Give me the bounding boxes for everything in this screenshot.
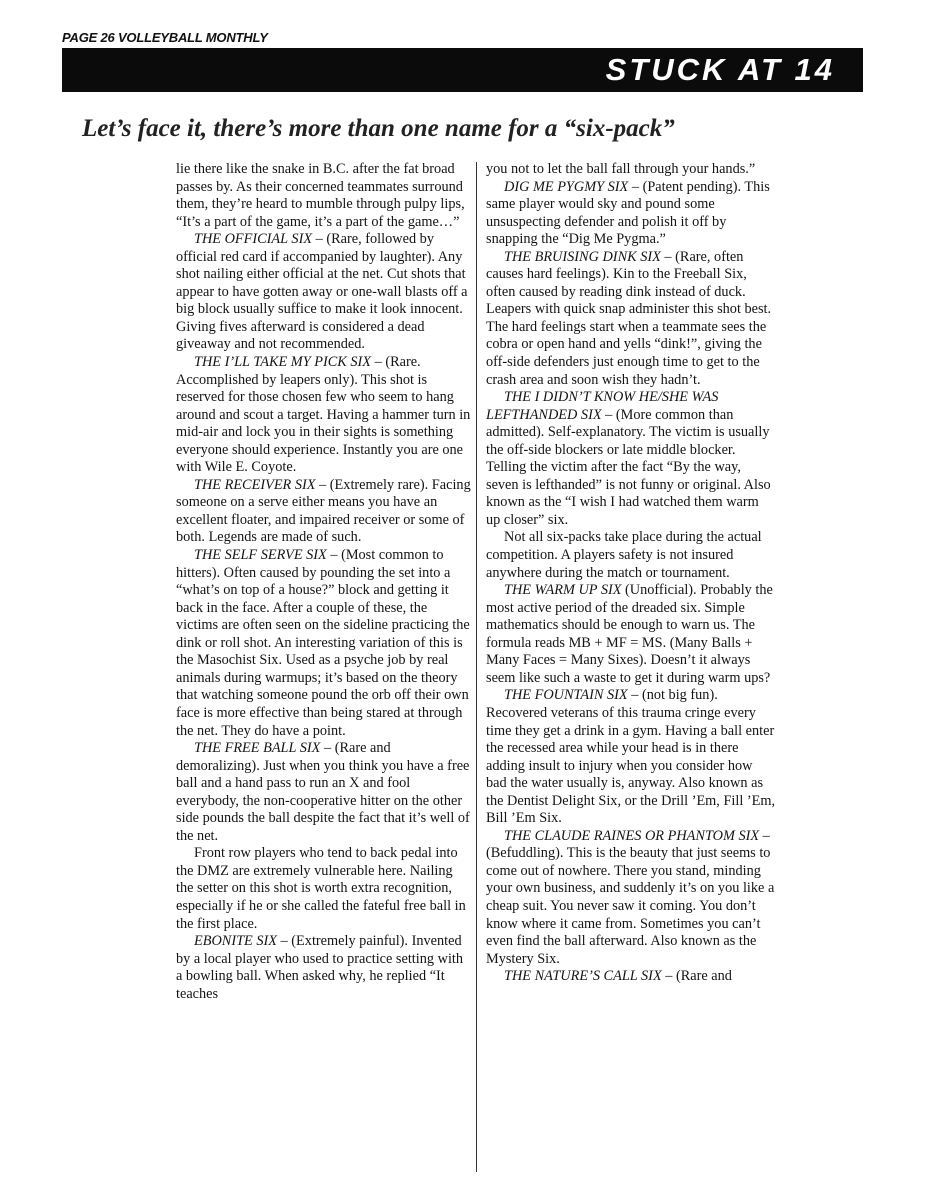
article-headline: Let’s face it, there’s more than one name for a “six-pack”	[82, 115, 675, 142]
entry-text: – (Extremely painful). Invented by a local player who used to practice setting with a bowling ball. When asked why, he replied “It teaches	[176, 933, 464, 1002]
paragraph	[176, 231, 471, 354]
entry-text: – (Rare, followed by official red card if accompanied by laughter). Any shot nailing either official at the net. Cut shots that appear to have gotten away or one-wall blasts off a big block usually suffice to make it look innocent. Giving fives afterward is considered a dead giveaway and not recommended.	[176, 231, 468, 353]
paragraph	[486, 529, 776, 582]
entry-term: THE CLAUDE RAINES OR PHANTOM SIX	[504, 827, 760, 844]
right-column	[486, 161, 776, 986]
entry-text: – (Most common to hitters). Often caused by pounding the set into a “what’s on top of a house?” block and getting it back in the face. After a couple of these, the victims are often seen on the sideline practicing the dink or roll shot. An interesting variation of this is the Masochist Six. Used as a psyche job by real animals during warmups; it’s based on the theory that watching someone pound the orb off their own face is more effective than being stared at through the net. They do have a point.	[176, 547, 470, 739]
entry-text: – (Rare and	[661, 968, 732, 985]
entry-term: THE RECEIVER SIX	[194, 476, 316, 493]
entry-term: THE WARM UP SIX	[504, 582, 622, 599]
entry-text: Front row players who tend to back pedal into the DMZ are extremely vulnerable here. Nailing the setter on this shot is worth extra recognition, especially if he or she called the fateful free ball in the first place.	[176, 845, 466, 932]
entry-term: THE I’LL TAKE MY PICK SIX	[194, 354, 372, 371]
page-header: PAGE 26 VOLLEYBALL MONTHLY	[62, 30, 268, 45]
entry-text: – (not big fun). Recovered veterans of this trauma cringe every time they get a drink in a gym. Having a ball enter the recessed area while your head is in there adding insult to injury when you consider how bad the water usually is, anyway. Also known as the Dentist Delight Six, or the Drill ’Em, Fill ’Em, Bill ’Em Six.	[486, 687, 776, 827]
entry-text: Not all six-packs take place during the actual competition. A players safety is not insured anywhere during the match or tournament.	[486, 529, 762, 581]
entry-text: lie there like the snake in B.C. after the fat broad passes by. As their concerned teammates surround them, they’re heard to mumble through pulpy lips, “It’s a part of the game, it’s a part of the game…”	[176, 161, 465, 230]
entry-text: – (Rare and demoralizing). Just when you think you have a free ball and a hand pass to run an X and fool everybody, the non-cooperative hitter on the other side pounds the ball despite the fact that it’s well of the net.	[176, 740, 470, 844]
entry-term: EBONITE SIX	[194, 933, 277, 950]
left-column	[176, 161, 471, 1003]
entry-term: THE FOUNTAIN SIX	[504, 687, 628, 704]
paragraph	[486, 968, 776, 986]
paragraph	[486, 179, 776, 249]
entry-text: – (Patent pending). This same player would sky and pound some unsuspecting defender and polish it off by snapping the “Dig Me Pygma.”	[486, 178, 770, 248]
paragraph	[176, 354, 471, 477]
entry-term: DIG ME PYGMY SIX	[504, 178, 629, 195]
entry-text: – (Befuddling). This is the beauty that just seems to come out of nowhere. There you stand, minding your own business, and suddenly it’s on you like a cheap suit. You never saw it coming. You don’t know where it came from. Sometimes you can’t even find the ball afterward. Also known as the Mystery Six.	[486, 827, 775, 967]
entry-term: THE SELF SERVE SIX	[194, 547, 327, 564]
paragraph	[486, 249, 776, 389]
entry-text: you not to let the ball fall through your hands.”	[486, 161, 756, 177]
paragraph	[176, 547, 471, 740]
paragraph	[176, 740, 471, 845]
entry-term: THE OFFICIAL SIX	[194, 231, 313, 248]
paragraph	[176, 161, 471, 231]
paragraph	[486, 161, 776, 179]
entry-term: THE I DIDN’T KNOW HE/SHE WAS LEFTHANDED SIX	[486, 389, 719, 423]
entry-text: – (Extremely rare). Facing someone on a serve either means you have an excellent floater, and impaired receiver or some of both. Legends are made of such.	[176, 476, 471, 546]
paragraph	[176, 845, 471, 933]
banner-title: STUCK AT 14	[605, 52, 835, 87]
paragraph	[486, 389, 776, 529]
paragraph	[176, 933, 471, 1003]
entry-term: THE NATURE’S CALL SIX	[504, 968, 662, 985]
entry-text: – (More common than admitted). Self-explanatory. The victim is usually the off-side blockers or late middle blocker. Telling the victim after the fact “By the way, seven is lefthanded” is not funny or original. Also known as the “I wish I had watched them warm up closer” six.	[486, 406, 771, 528]
column-divider	[476, 162, 477, 1172]
section-banner	[62, 48, 863, 92]
entry-text: (Unofficial). Probably the most active period of the dreaded six. Simple mathematics should be enough to warn us. The formula reads MB + MF = MS. (Many Balls + Many Faces = Many Sixes). Doesn’t it always seem like such a waste to get it during warm ups?	[486, 582, 773, 686]
paragraph	[486, 687, 776, 827]
paragraph	[486, 582, 776, 687]
entry-text: – (Rare. Accomplished by leapers only). This shot is reserved for those chosen few who seem to hang around and scout a target. Having a hammer turn in mid-air and lock you in their sights is something everyone should experience. Instantly you are one with Wile E. Coyote.	[176, 354, 471, 476]
entry-term: THE BRUISING DINK SIX	[504, 248, 661, 265]
entry-term: THE FREE BALL SIX	[194, 740, 321, 757]
entry-text: – (Rare, often causes hard feelings). Kin to the Freeball Six, often caused by reading dink instead of duck. Leapers with quick snap administer this shot best. The hard feelings start when a teammate sees the cobra or open hand and yells “dink!”, giving the off-side defenders just enough time to get to the crash area and soon wish they hadn’t.	[486, 248, 772, 388]
paragraph	[176, 477, 471, 547]
paragraph	[486, 828, 776, 968]
